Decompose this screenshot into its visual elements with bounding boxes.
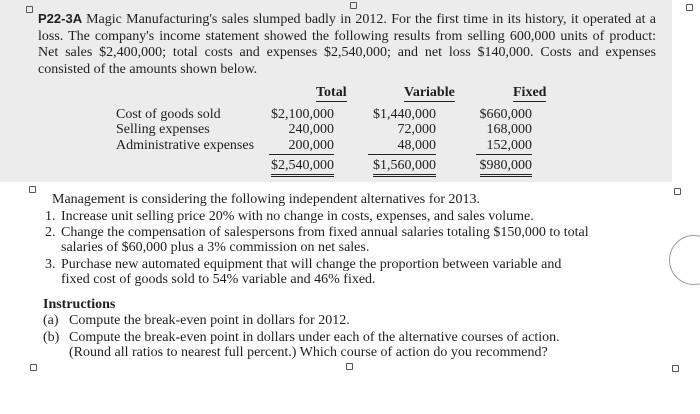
instruction-text: (Round all ratios to nearest full percent.) Which course of action do you recommend?: [69, 345, 548, 360]
problem-statement: [0, 0, 672, 182]
cell-admin-variable: 48,000: [368, 138, 436, 155]
corner-marker-icon: [686, 4, 693, 11]
problem-intro: [38, 11, 656, 78]
table-header-variable: Variable: [404, 85, 455, 100]
cell-cogs-variable: $1,440,000: [373, 107, 436, 122]
corner-marker-icon: [674, 188, 681, 195]
alternative-text: fixed cost of goods sold to 54% variable and 46% fixed.: [61, 272, 376, 287]
cell-admin-total: 200,000: [269, 138, 334, 155]
row-label-cogs: Cost of goods sold: [116, 107, 221, 122]
instruction-text: Compute the break-even point in dollars under each of the alternative courses of action.: [69, 330, 560, 345]
row-label-selling: Selling expenses: [116, 122, 210, 137]
table-header-fixed: Fixed: [513, 85, 547, 100]
table-header-total: Total: [316, 85, 347, 100]
alternative-text: Change the compensation of salespersons from fixed annual salaries totaling $150,000 to total: [61, 225, 589, 240]
cell-cogs-total: $2,100,000: [271, 107, 334, 122]
alternative-text: salaries of $60,000 plus a 3% commission on net sales.: [61, 240, 370, 255]
cell-grand-total: $2,540,000: [271, 158, 334, 177]
cell-selling-fixed: 168,000: [486, 122, 532, 137]
corner-marker-icon: [350, 2, 357, 9]
corner-marker-icon: [30, 364, 37, 371]
alternative-text: Increase unit selling price 20% with no change in costs, expenses, and sales volume.: [61, 209, 534, 224]
corner-marker-icon: [672, 365, 679, 372]
corner-marker-icon: [346, 363, 353, 370]
cell-selling-variable: 72,000: [397, 122, 436, 137]
corner-marker-icon: [26, 6, 33, 13]
instruction-label: (b): [43, 330, 60, 345]
problem-number: P22-3A: [38, 11, 83, 26]
alternative-text: Purchase new automated equipment that will change the proportion between variable and: [61, 257, 562, 272]
alternative-number: 2.: [45, 225, 56, 240]
cell-variable-total: $1,560,000: [373, 158, 436, 177]
instruction-text: Compute the break-even point in dollars for 2012.: [69, 313, 350, 328]
management-intro: Management is considering the following independent alternatives for 2013.: [52, 192, 481, 207]
instruction-label: (a): [43, 313, 59, 328]
cell-cogs-fixed: $660,000: [479, 107, 532, 122]
cell-selling-total: 240,000: [288, 122, 334, 137]
instructions-title: Instructions: [43, 297, 116, 312]
alternative-number: 1.: [45, 209, 56, 224]
alternative-number: 3.: [45, 257, 56, 272]
cell-fixed-total: $980,000: [480, 158, 533, 177]
selection-circle-icon: [669, 235, 700, 285]
row-label-admin: Administrative expenses: [116, 138, 255, 153]
problem-intro-text: Magic Manufacturing's sales slumped badly in 2012. For the first time in its history, it operated at a loss. The company's income statement showed the following results from selling 600,000 units of product: Net sales $2,400,000; total costs and expenses $2,540,000; and net loss $140,000. Costs and expenses consisted of the amounts shown below.: [38, 12, 656, 77]
corner-marker-icon: [29, 186, 36, 193]
cell-admin-fixed: 152,000: [476, 138, 532, 155]
